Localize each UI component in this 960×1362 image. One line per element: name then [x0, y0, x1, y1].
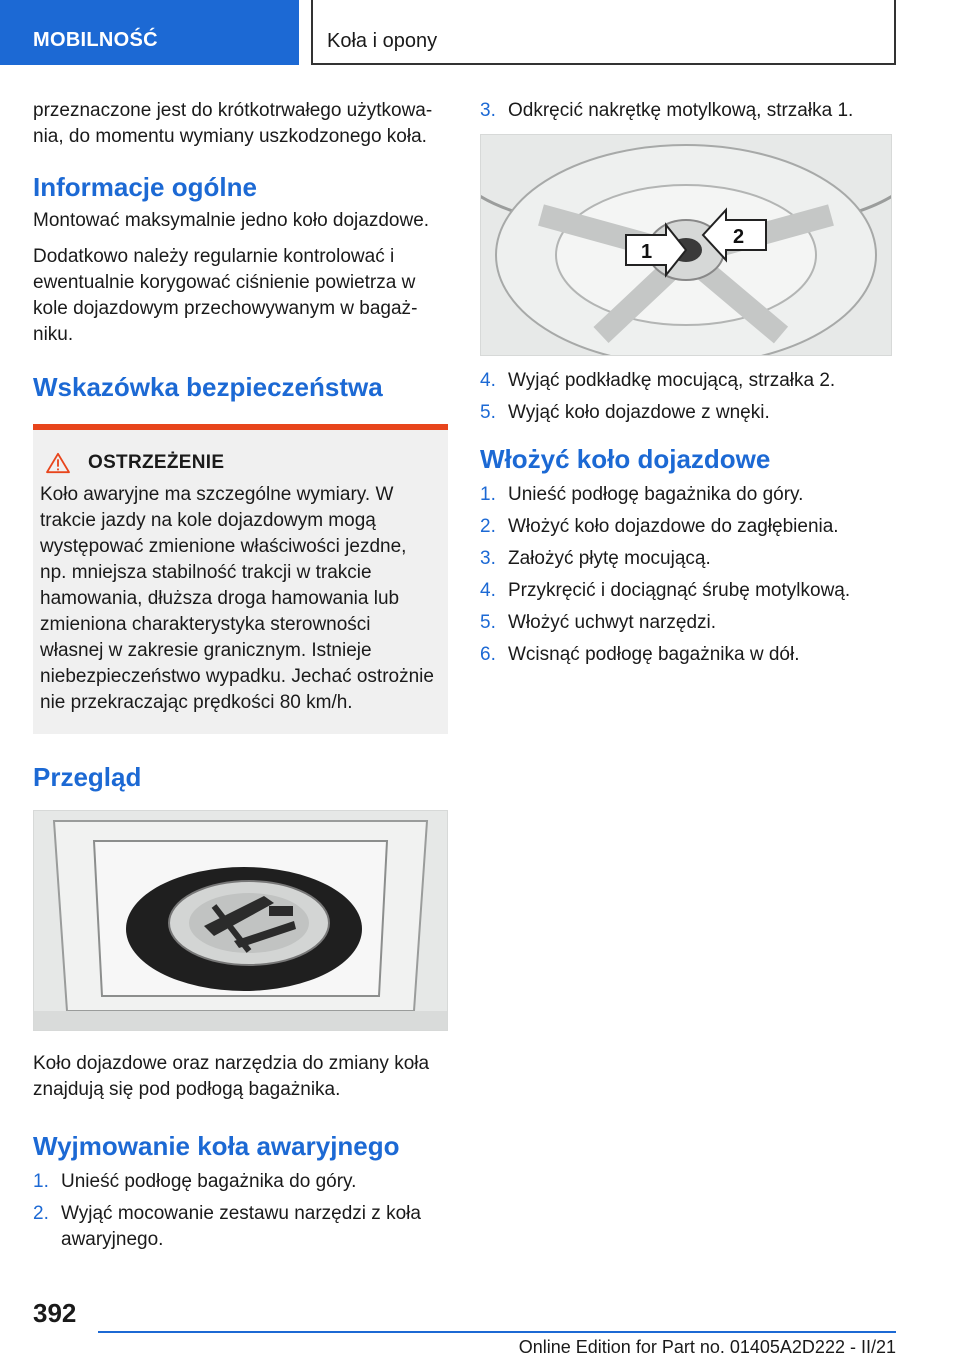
- edition-footer: Online Edition for Part no. 01405A2D222 - II/21: [518, 1337, 896, 1357]
- step-number: 2.: [33, 1203, 49, 1224]
- list-item: [33, 1169, 448, 1195]
- list-item: [480, 482, 892, 508]
- step-number: 2.: [480, 516, 496, 537]
- chapter-title: Koła i opony: [311, 0, 896, 65]
- general-paragraph-2: Dodatkowo należy regularnie kontrolować i ewentualnie korygować ciśnienie powietrza w kole dojazdowym przechowywanym w bagażniku.: [33, 246, 418, 345]
- heading-overview: Przegląd: [33, 762, 142, 792]
- list-item: [480, 546, 892, 572]
- step-number: 5.: [480, 612, 496, 633]
- arrow-label-2: 2: [733, 226, 745, 248]
- step-text: Wyjąć podkładkę mocującą, strzałka 2.: [508, 370, 836, 391]
- list-item: [33, 1201, 448, 1253]
- removal-steps: [33, 1169, 448, 1253]
- heading-safety: Wskazówka bezpieczeństwa: [33, 372, 383, 402]
- step-number: 4.: [480, 580, 496, 601]
- step-text: Wyjąć mocowanie zestawu narzędzi z koła awaryjnego.: [61, 1203, 421, 1250]
- step-text: Przykręcić i dociągnąć śrubę motylkową.: [508, 580, 851, 601]
- step-number: 6.: [480, 644, 496, 665]
- step-text: Odkręcić nakrętkę motylkową, strzałka 1.: [508, 100, 854, 121]
- footer-divider: [98, 1331, 896, 1333]
- list-item: [480, 642, 892, 668]
- heading-insert: Włożyć koło dojazdowe: [480, 444, 771, 474]
- right-column: [480, 98, 892, 674]
- step-text: Założyć płytę mocującą.: [508, 548, 711, 569]
- step-number: 3.: [480, 100, 496, 121]
- list-item: [480, 368, 892, 394]
- step-text: Włożyć uchwyt narzędzi.: [508, 612, 717, 633]
- trunk-spare-wheel-image: [33, 810, 448, 1031]
- warning-triangle-icon: [44, 452, 72, 474]
- step-number: 3.: [480, 548, 496, 569]
- step-number: 4.: [480, 370, 496, 391]
- step-text: Unieść podłogę bagażnika do góry.: [508, 484, 804, 505]
- list-item: [480, 610, 892, 636]
- warning-text: Koło awaryjne ma szczególne wymiary. W trakcie jazdy na kole dojazdowym mogą występować zmienione właściwości jezdne, np. mniejsza stabilność trakcji w trakcie hamowania, dłuższa droga hamowania lub zmieniona charakterystyka sterowności własnej w zakresie granicznym. Istnieje niebezpieczeństwo wypadku. Jechać ostrożnie nie przekraczając prędkości 80 km/h.: [40, 484, 434, 713]
- overview-caption: Koło dojazdowe oraz narzędzia do zmiany koła znajdują się pod podłogą bagażnika.: [33, 1053, 430, 1100]
- intro-paragraph: przeznaczone jest do krótkotrwałego użytkowania, do momentu wymiany uszkodzonego koła.: [33, 100, 433, 147]
- heading-removal: Wyjmowanie koła awaryjnego: [33, 1131, 400, 1161]
- arrow-label-1: 1: [641, 241, 653, 263]
- step-text: Wcisnąć podłogę bagażnika w dół.: [508, 644, 800, 665]
- step-number: 1.: [480, 484, 496, 505]
- step-text: Włożyć koło dojazdowe do zagłębienia.: [508, 516, 839, 537]
- step-number: 1.: [33, 1171, 49, 1192]
- removal-steps-continued: [480, 98, 892, 124]
- general-paragraph-1: Montować maksymalnie jedno koło dojazdowe.: [33, 210, 430, 231]
- list-item: [480, 578, 892, 604]
- insert-steps: [480, 482, 892, 668]
- left-column: [33, 98, 448, 1259]
- list-item: [480, 98, 892, 124]
- warning-box: [33, 424, 448, 734]
- page-number: 392: [33, 1298, 77, 1328]
- wing-nut-image: [480, 134, 892, 356]
- step-text: Unieść podłogę bagażnika do góry.: [61, 1171, 357, 1192]
- list-item: [480, 514, 892, 540]
- step-text: Wyjąć koło dojazdowe z wnęki.: [508, 402, 770, 423]
- step-number: 5.: [480, 402, 496, 423]
- removal-steps-final: [480, 368, 892, 426]
- heading-general-info: Informacje ogólne: [33, 172, 257, 202]
- warning-title: OSTRZEŻENIE: [88, 452, 225, 473]
- list-item: [480, 400, 892, 426]
- section-tab: MOBILNOŚĆ: [0, 0, 299, 65]
